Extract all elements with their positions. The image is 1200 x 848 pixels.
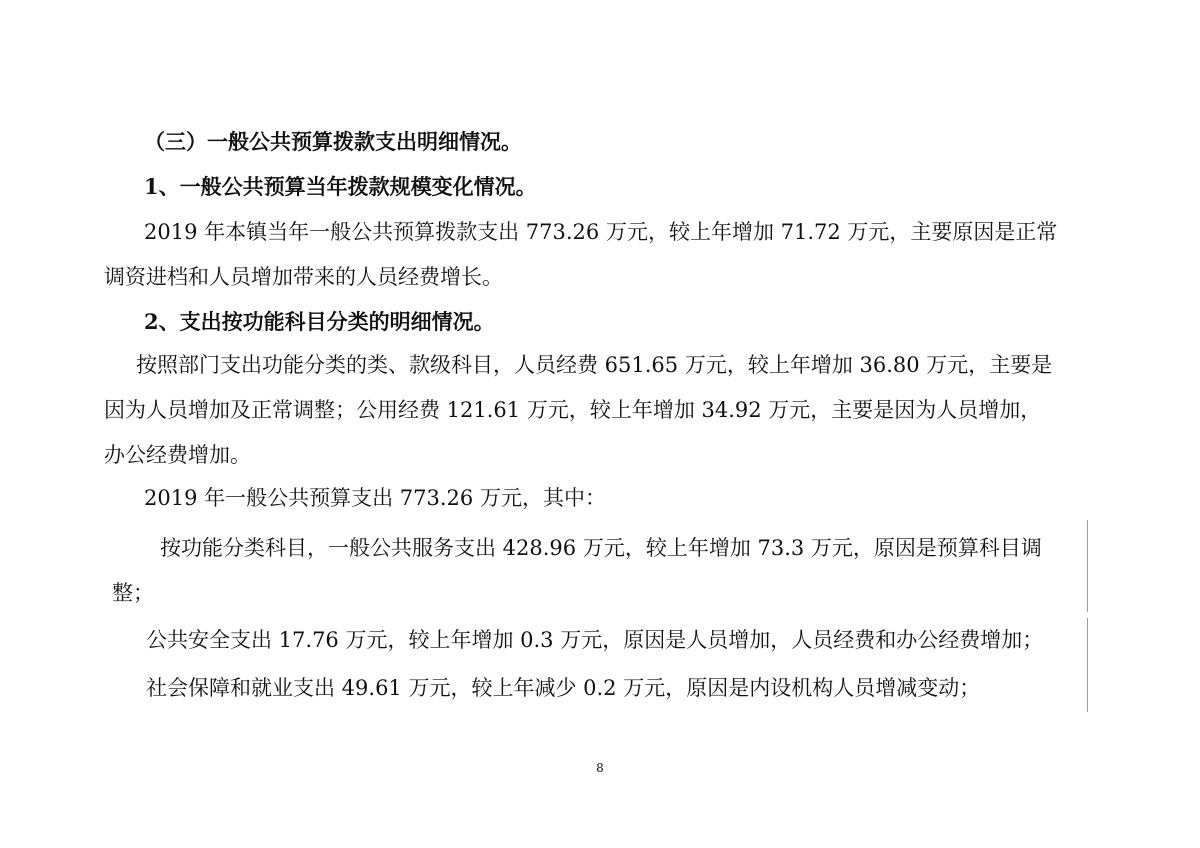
item1-title: 1、一般公共预算当年拨款规模变化情况。 [144,174,537,199]
item1-paragraph-line: 调资进档和人员增加带来的人员经费增长。 [104,265,503,289]
item2-paragraph-line: 因为人员增加及正常调整；公用经费 121.61 万元，较上年增加 34.92 万元，主要是因为人员增加， [104,398,1042,422]
detail-general-services-line: 整； [112,581,154,605]
summary-line: 2019 年一般公共预算支出 773.26 万元，其中： [144,486,606,510]
page-number: 8 [596,761,604,775]
right-border-line [1087,618,1088,712]
detail-public-security-line: 公共安全支出 17.76 万元，较上年增加 0.3 万元，原因是人员增加，人员经费和办公经费增加； [146,628,1044,652]
right-border-line [1087,520,1088,612]
item1-paragraph-line: 2019 年本镇当年一般公共预算拨款支出 773.26 万元，较上年增加 71.72 万元，主要原因是正常 [144,220,1058,244]
item2-paragraph-line: 办公经费增加。 [104,443,251,467]
detail-general-services-line: 按功能分类科目，一般公共服务支出 428.96 万元，较上年增加 73.3 万元，原因是预算科目调 [160,536,1042,560]
item2-paragraph-line: 按照部门支出功能分类的类、款级科目，人员经费 651.65 万元，较上年增加 36.80 万元，主要是 [136,353,1053,377]
item2-title: 2、支出按功能科目分类的明细情况。 [144,309,495,334]
detail-social-security-line: 社会保障和就业支出 49.61 万元，较上年减少 0.2 万元，原因是内设机构人员增减变动； [146,676,981,700]
section-heading: （三）一般公共预算拨款支出明细情况。 [144,129,522,154]
